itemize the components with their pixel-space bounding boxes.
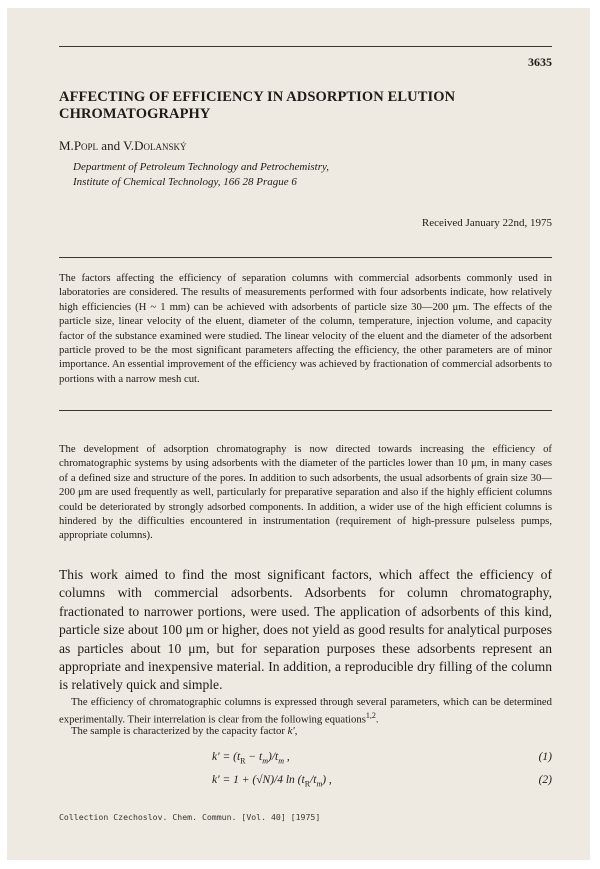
reference-marker: 1,2 — [365, 711, 376, 721]
abstract-bottom-rule — [59, 410, 552, 411]
efficiency-paragraph — [59, 695, 552, 727]
efficiency-end: . — [375, 713, 379, 726]
received-date: Received January 22nd, 1975 — [421, 217, 552, 229]
author-connector: and — [98, 138, 124, 153]
sample-paragraph — [59, 724, 552, 738]
intro-paragraph: The development of adsorption chromatography is now directed towards increasing the efficiency of chromatographic systems by using adsorbents with the diameter of the particles lower than 10 μm, in many cases of a defined size and structure of the pores. In addition to such adsorbents, the usual adsorbents of grain size 30—200 μm are used frequently as well, particularly for preparative separation and also if the highly efficient columns could be deteriorated by strongly adsorbed components. In addition, a wider use of the high efficient columns is hindered by the difficulties encountered in instrumentation (requirement of high-pressure pulseless pumps, appropriate columns). — [59, 443, 552, 542]
page-number: 3635 — [528, 55, 552, 69]
equation-2: k′ = 1 + (√N)/4 $\ln (t_R/t_m)$ , — [212, 774, 332, 789]
equation-2-number: (2) — [538, 774, 552, 786]
author-surname: Popl — [73, 138, 99, 153]
paper-page — [7, 8, 590, 860]
header-rule — [59, 46, 552, 47]
article-title: AFFECTING OF EFFICIENCY IN ADSORPTION ELUTION CHROMATOGRAPHY — [59, 89, 456, 122]
authors — [59, 138, 186, 154]
equation-1-number: (1) — [538, 751, 552, 763]
author-initial: M. — [59, 138, 74, 153]
journal-footer: Collection Czechoslov. Chem. Commun. [Vol. 40] [1975] — [59, 812, 321, 822]
abstract-top-rule — [59, 257, 552, 258]
equation-1: $k' = (t_R - t_m)/t_m$ , — [212, 751, 290, 766]
author-surname: Dolanský — [134, 138, 187, 153]
author-initial: V. — [123, 138, 135, 153]
affiliation-line: Institute of Chemical Technology, 166 28 Prague 6 — [73, 176, 297, 188]
capacity-factor-symbol: k′ — [287, 725, 295, 737]
efficiency-text: The efficiency of chromatographic columns is expressed through several parameters, which can be determined experimentally. Their interrelation is clear from the following equations — [59, 696, 552, 726]
sample-end: , — [294, 725, 298, 737]
affiliation-line: Department of Petroleum Technology and Petrochemistry, — [73, 161, 330, 173]
sample-text: The sample is characterized by the capacity factor — [71, 725, 288, 737]
aim-paragraph: This work aimed to find the most significant factors, which affect the efficiency of columns with commercial adsorbents. Adsorbents for column chromatography, fractionated to narrower portions, were used. The application of adsorbents of this kind, particle size about 100 μm or higher, does not yield as good results for analytical purposes as particles about 10 μm, but for separation purposes these adsorbents represent an appropriate and inexpensive material. In addition, a reproducible dry filling of the column is relatively quick and simple. — [59, 567, 552, 693]
abstract: The factors affecting the efficiency of separation columns with commercial adsorbents commonly used in laboratories are considered. The results of measurements performed with four adsorbents indicate, how relatively high efficiencies (H ~ 1 mm) can be achieved with adsorbents of particle size 30—200 μm. The effects of the particle size, linear velocity of the eluent, diameter of the column, temperature, injection volume, and capacity factor of the substance examined were studied. The linear velocity of the eluent and the diameter of the adsorbent particle proved to be the most significant parameters affecting the efficiency, the other parameters are of minor importance. An essential improvement of the efficiency was achieved by fractionation of commercial adsorbents to portions with a narrow mesh cut. — [59, 272, 552, 385]
affiliation — [73, 160, 329, 190]
